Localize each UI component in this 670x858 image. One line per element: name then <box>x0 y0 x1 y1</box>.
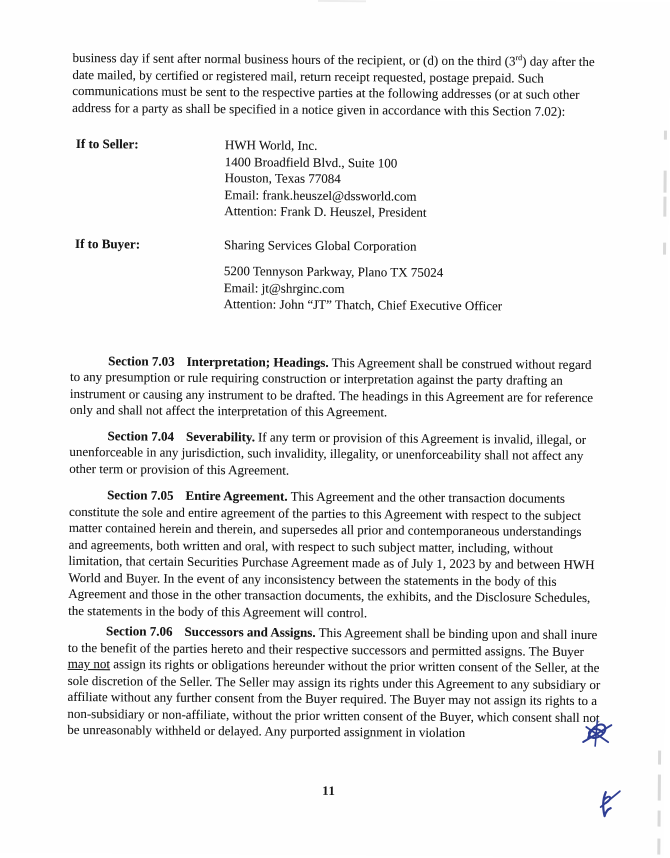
scan-artifact <box>663 197 666 217</box>
section-title: Entire Agreement. <box>185 487 288 504</box>
page-number: 11 <box>322 782 336 799</box>
buyer-address-block <box>224 237 606 316</box>
scan-artifact <box>663 243 666 255</box>
section-body: This Agreement and the other transaction documents constitute the sole and entire agreement of the parties to this Agreement with respect to the subject matter contained herein and therein, and supersedes all prior and contemporaneous understandings and agreements, both written and oral, with respect to such subject matter, including, without limitation, that certain Securities Purchase Agreement made as of July 1, 2023 by and between HWH World and Buyer. In the event of any inconsistency between the statements in the body of this Agreement and those in the other transaction documents, the exhibits, and the Disclosure Schedules, the statements in the body of this Agreement will control. <box>68 488 595 620</box>
seller-company: HWH World, Inc. <box>224 137 318 153</box>
section-7-05 <box>68 487 603 623</box>
notice-block-buyer <box>71 235 606 315</box>
scan-artifact <box>658 751 661 765</box>
section-number: Section 7.04 <box>107 427 175 444</box>
ordinal-superscript: rd <box>515 53 523 63</box>
buyer-attention: Attention: John “JT” Thatch, Chief Executive Officer <box>223 296 503 314</box>
section-number: Section 7.03 <box>108 352 175 369</box>
seller-email: Email: frank.heuszel@dssworld.com <box>224 186 417 204</box>
seller-label: If to Seller: <box>75 135 139 152</box>
intro-text-before: business day if sent after normal business hours of the recipient, or (d) on the third (3 <box>72 49 516 69</box>
section-title: Severability. <box>185 428 256 444</box>
section-body: If any term or provision of this Agreement is invalid, illegal, or unenforceable in any jurisdiction, such invalidity, illegality, or unenforceability shall not affect any other term or provision of this Agreement. <box>69 428 587 478</box>
seller-address-block <box>224 137 606 222</box>
seller-address-line: Houston, Texas 77084 <box>224 170 341 187</box>
intro-text-after: ) day after the date mailed, by certified or registered mail, return receipt requested, postage prepaid. Such communications must be sent to the respective parties at the following addresses (or at such other address for a party as shall be specified in a notice given in accordance with this Section 7.02): <box>72 53 595 119</box>
scan-artifact <box>663 171 666 193</box>
section-number: Section 7.05 <box>107 487 174 503</box>
section-title: Interpretation; Headings. <box>186 353 329 370</box>
section-7-06 <box>67 623 602 743</box>
scan-artifact <box>657 839 660 855</box>
section-7-03 <box>70 352 605 422</box>
buyer-address-line: 5200 Tennyson Parkway, Plano TX 75024 <box>223 263 444 280</box>
handwritten-initials-icon <box>594 788 624 820</box>
underlined-phrase: may not <box>67 655 111 672</box>
handwritten-initials-icon <box>580 716 618 754</box>
scan-artifact <box>658 775 661 801</box>
notice-block-seller <box>71 136 606 223</box>
seller-attention: Attention: Frank D. Heuszel, President <box>224 203 427 220</box>
seller-address-line: 1400 Broadfield Blvd., Suite 100 <box>224 153 398 170</box>
document-body <box>67 50 606 743</box>
section-title: Successors and Assigns. <box>184 623 316 640</box>
intro-paragraph <box>72 50 607 120</box>
section-body: This Agreement shall be construed without regard to any presumption or rule requiring construction or interpretation against the party drafting an instrument or causing any instrument to be drafted. The headings in this Agreement are for reference only and shall not affect the interpretation of this Agreement. <box>69 354 594 420</box>
section-number: Section 7.06 <box>105 623 173 639</box>
scan-artifact <box>318 0 366 2</box>
section-body-before: This Agreement shall be binding upon and shall inure to the benefit of the parties hereto and their respective successors and permitted assigns. The Buyer <box>67 624 598 659</box>
scan-artifact <box>664 131 667 140</box>
section-body-after: assign its rights or obligations hereunder without the prior written consent of the Seller, at the sole discretion of the Seller. The Seller may assign its rights under this Agreement to any subsidiary or affiliate without any further consent from the Buyer required. The Buyer may not assign its rights to a non-subsidiary or non-affiliate, without the prior written consent of the Buyer, which consent shall not be unreasonably withheld or delayed. Any purported assignment in violation <box>67 656 601 741</box>
section-7-04 <box>69 427 603 481</box>
scan-artifact <box>658 811 661 827</box>
buyer-company: Sharing Services Global Corporation <box>224 236 417 254</box>
buyer-label: If to Buyer: <box>75 235 141 251</box>
buyer-email: Email: jt@shrginc.com <box>223 279 345 296</box>
